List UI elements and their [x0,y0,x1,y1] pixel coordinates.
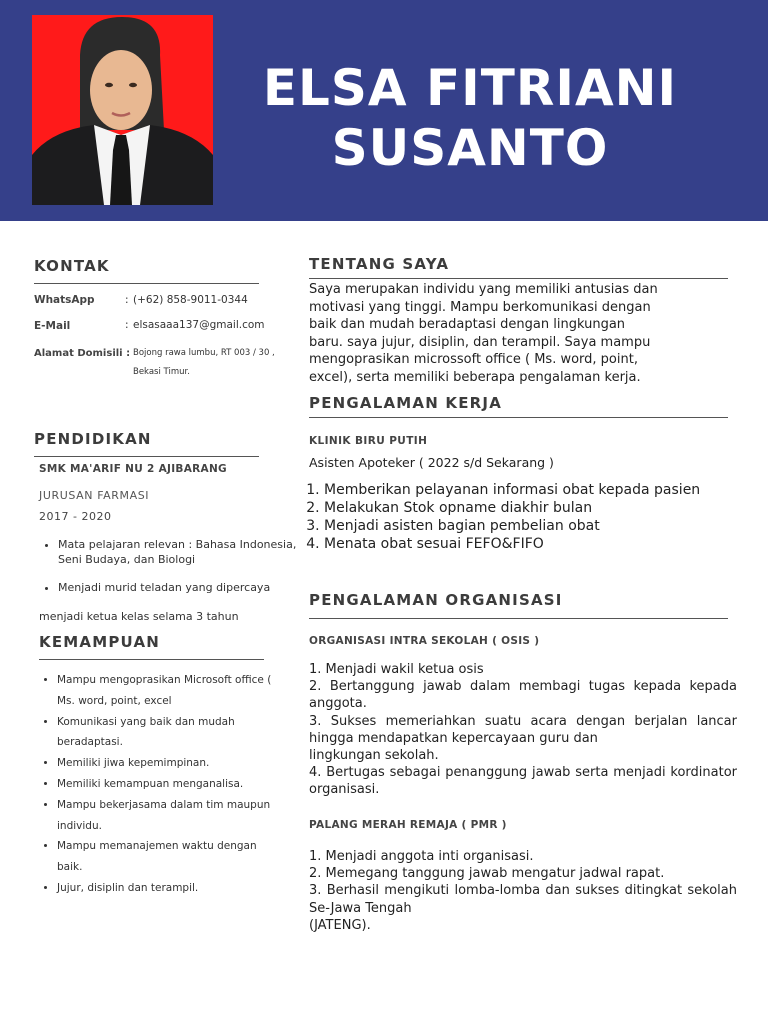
kontak-divider [34,283,259,284]
tentang-divider [309,278,728,279]
kemampuan-divider [39,659,264,660]
profile-photo [32,15,213,205]
organisasi-divider [309,618,728,619]
list-item: • Komunikasi yang baik dan mudah beradaptasi. [57,712,275,754]
osis-item: 1. Menjadi wakil ketua osis [309,662,484,677]
osis-name: ORGANISASI INTRA SEKOLAH ( OSIS ) [309,635,540,647]
school-name: SMK MA'ARIF NU 2 AJIBARANG [39,463,227,475]
candidate-name [250,58,690,178]
osis-item: lingkungan sekolah. [309,748,439,764]
pmr-item: (JATENG). [309,917,371,933]
list-item: 1. Memberikan pelayanan informasi obat kepada pasien [324,481,764,499]
osis-item: 4. Bertugas sebagai penanggung jawab serta menjadi kordinator organisasi. [309,765,737,798]
kerja-title: PENGALAMAN KERJA [309,394,503,412]
list-item: • Jujur, disiplin dan terampil. [57,878,275,899]
alamat-line-2: Bekasi Timur. [133,367,190,377]
pendidikan-divider [34,456,259,457]
list-item: • Memiliki jiwa kepemimpinan. [57,753,275,774]
name-line-1: ELSA FITRIANI [262,59,678,117]
osis-item: 2. Bertanggung jawab dalam membagi tugas kepada kepada anggota. [309,679,737,712]
list-item: • Mata pelajaran relevan : Bahasa Indonesia, Seni Budaya, dan Biologi [58,538,298,567]
tentang-text [309,281,729,387]
organisasi-title: PENGALAMAN ORGANISASI [309,591,563,609]
tentang-line: Saya merupakan individu yang memiliki antusias dan [309,282,658,297]
kerja-divider [309,417,728,418]
tentang-line: excel), serta memiliki beberapa pengalaman kerja. [309,369,641,385]
pendidikan-bullets [40,538,298,596]
kontak-label-whatsapp: WhatsApp [34,294,95,306]
tentang-line: baru. saya jujur, disiplin, dan terampil. Saya mampu [309,334,651,350]
list-item: 2. Melakukan Stok opname diakhir bulan [324,499,764,517]
school-major: JURUSAN FARMASI [39,489,150,502]
osis-items [309,661,737,799]
pmr-item: 2. Memegang tanggung jawab mengatur jadwal rapat. [309,866,665,882]
pendidikan-title: PENDIDIKAN [34,430,152,448]
osis-item: 3. Sukses memeriahkan suatu acara dengan berjalan lancar hingga mendapatkan kepercayaan guru dan [309,713,737,746]
pendidikan-extra: menjadi ketua kelas selama 3 tahun [39,610,239,623]
list-item: • Mampu mengoprasikan Microsoft office ( Ms. word, point, excel [57,670,275,712]
name-line-2: SUSANTO [331,119,609,177]
list-item: • Mampu memanajemen waktu dengan baik. [57,836,275,878]
list-item: • Memiliki kemampuan menganalisa. [57,774,275,795]
job-position: Asisten Apoteker ( 2022 s/d Sekarang ) [309,455,554,470]
kontak-label-email: E-Mail [34,320,71,332]
pmr-item: 3. Berhasil mengikuti lomba-lomba dan sukses ditingkat sekolah Se-Jawa Tengah [309,883,737,916]
school-years: 2017 - 2020 [39,510,112,523]
list-item: 3. Menjadi asisten bagian pembelian obat [324,517,764,535]
kontak-label-alamat: Alamat Domisili : [34,348,131,359]
alamat-line-1: Bojong rawa lumbu, RT 003 / 30 , [133,348,275,358]
pmr-name: PALANG MERAH REMAJA ( PMR ) [309,819,507,831]
list-item: • Mampu bekerjasama dalam tim maupun individu. [57,795,275,837]
tentang-line: baik dan mudah beradaptasi dengan lingkungan [309,317,626,333]
company-name: KLINIK BIRU PUTIH [309,435,428,447]
kontak-sep: : [125,294,129,306]
pmr-item: 1. Menjadi anggota inti organisasi. [309,849,534,864]
kontak-title: KONTAK [34,257,110,275]
job-tasks [308,481,764,553]
kemampuan-list [39,670,275,899]
tentang-title: TENTANG SAYA [309,255,450,273]
pmr-items [309,848,737,934]
whatsapp-value: (+62) 858-9011-0344 [133,294,248,306]
tentang-line: mengoprasikan microssoft office ( Ms. word, point, [309,352,638,368]
kontak-sep: : [125,319,129,331]
kemampuan-title: KEMAMPUAN [39,633,161,651]
list-item: • Menjadi murid teladan yang dipercaya [58,581,298,596]
tentang-line: motivasi yang tinggi. Mampu berkomunikasi dengan [309,299,651,315]
email-value: elsasaaa137@gmail.com [133,319,265,331]
list-item: 4. Menata obat sesuai FEFO&FIFO [324,535,764,553]
